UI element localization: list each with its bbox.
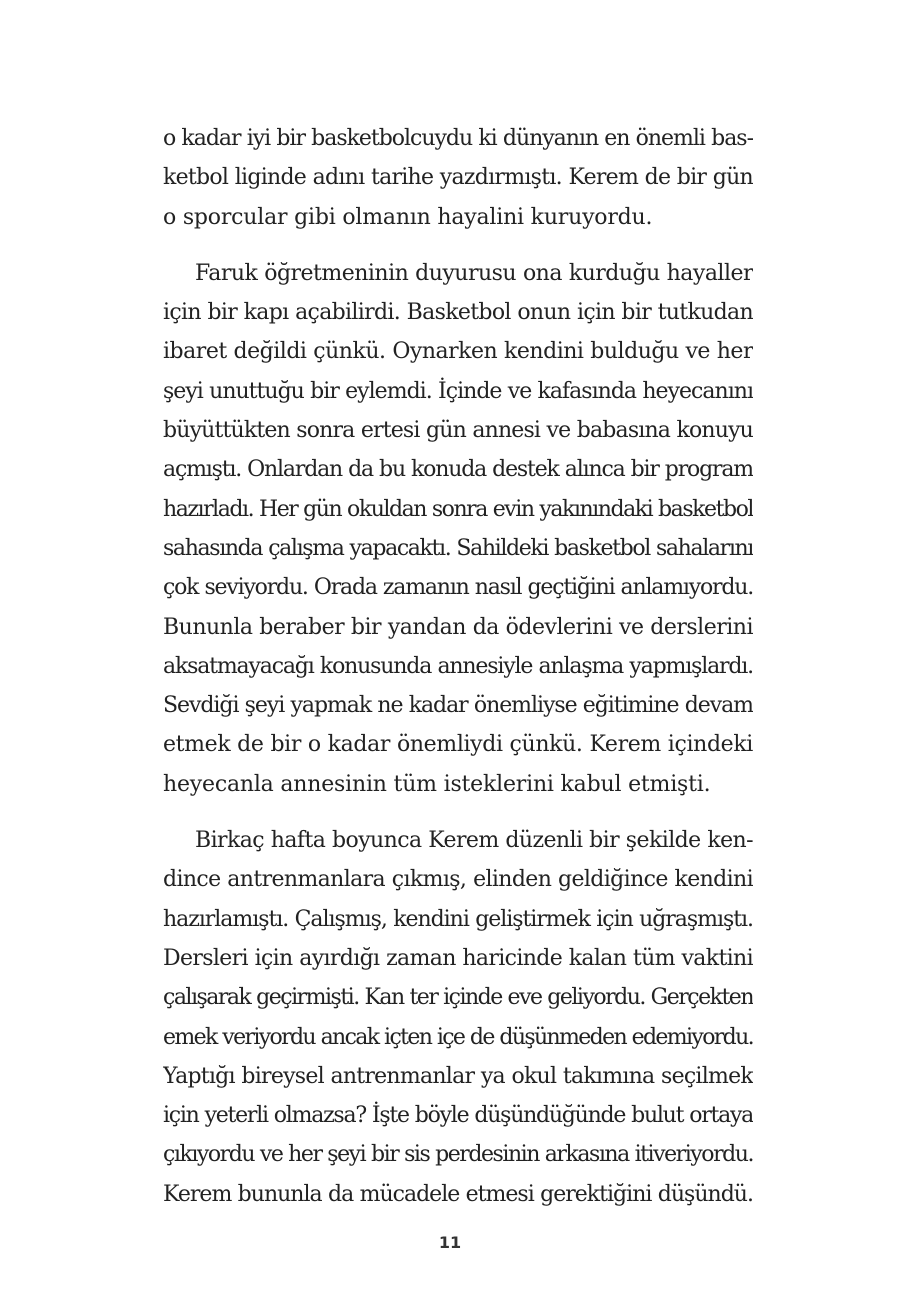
- paragraph-3: [163, 821, 753, 1214]
- text-line: Kerem bununla da mücadele etmesi gerektiğini düşündü.: [163, 1181, 753, 1207]
- text-line: Bununla beraber bir yandan da ödevlerini ve derslerini: [163, 614, 753, 640]
- text-line: hazırlamıştı. Çalışmış, kendini geliştirmek için uğraşmıştı.: [163, 906, 753, 932]
- text-line: için bir kapı açabilirdi. Basketbol onun için bir tutkudan: [163, 300, 753, 326]
- text-line: emek veriyordu ancak içten içe de düşünmeden edemiyordu.: [163, 1024, 753, 1050]
- text-line: heyecanla annesinin tüm isteklerini kabul etmişti.: [163, 771, 711, 797]
- paragraph-1: [163, 119, 753, 237]
- text-line: büyüttükten sonra ertesi gün annesi ve babasına konuyu: [163, 418, 753, 444]
- text-line: Sevdiği şeyi yapmak ne kadar önemliyse eğitimine devam: [163, 693, 753, 719]
- text-line: Faruk öğretmeninin duyurusu ona kurduğu hayaller: [195, 260, 753, 286]
- text-line: ibaret değildi çünkü. Oynarken kendini bulduğu ve her: [163, 339, 753, 365]
- text-line: Dersleri için ayırdığı zaman haricinde kalan tüm vaktini: [163, 945, 753, 971]
- text-line: etmek de bir o kadar önemliydi çünkü. Kerem içindeki: [163, 732, 753, 758]
- text-line: Birkaç hafta boyunca Kerem düzenli bir şekilde ken-: [195, 828, 753, 854]
- text-line: dince antrenmanlara çıkmış, elinden geldiğince kendini: [163, 867, 753, 893]
- text-line: aksatmayacağı konusunda annesiyle anlaşma yapmışlardı.: [163, 653, 753, 679]
- paragraph-2: [163, 254, 753, 804]
- text-line: açmıştı. Onlardan da bu konuda destek alınca bir program: [163, 457, 753, 483]
- text-line: çok seviyordu. Orada zamanın nasıl geçtiğini anlamıyordu.: [163, 575, 753, 601]
- text-line: sahasında çalışma yapacaktı. Sahildeki basketbol sahalarını: [163, 535, 753, 561]
- text-line: hazırladı. Her gün okuldan sonra evin yakınındaki basketbol: [163, 496, 753, 522]
- text-line: o kadar iyi bir basketbolcuydu ki dünyanın en önemli bas-: [163, 126, 753, 151]
- text-line: çıkıyordu ve her şeyi bir sis perdesinin arkasına itiveriyordu.: [163, 1142, 753, 1168]
- text-line: o sporcular gibi olmanın hayalini kuruyordu.: [163, 204, 653, 230]
- text-line: çalışarak geçirmişti. Kan ter içinde eve geliyordu. Gerçekten: [163, 985, 753, 1011]
- text-line: şeyi unuttuğu bir eylemdi. İçinde ve kafasında heyecanını: [163, 378, 753, 404]
- text-line: için yeterli olmazsa? İşte böyle düşündüğünde bulut ortaya: [163, 1103, 753, 1129]
- text-line: Yaptığı bireysel antrenmanlar ya okul takımına seçilmek: [163, 1063, 753, 1089]
- body-text: [163, 119, 753, 1214]
- page-number: 11: [438, 1233, 462, 1252]
- text-line: ketbol liginde adını tarihe yazdırmıştı. Kerem de bir gün: [163, 165, 753, 191]
